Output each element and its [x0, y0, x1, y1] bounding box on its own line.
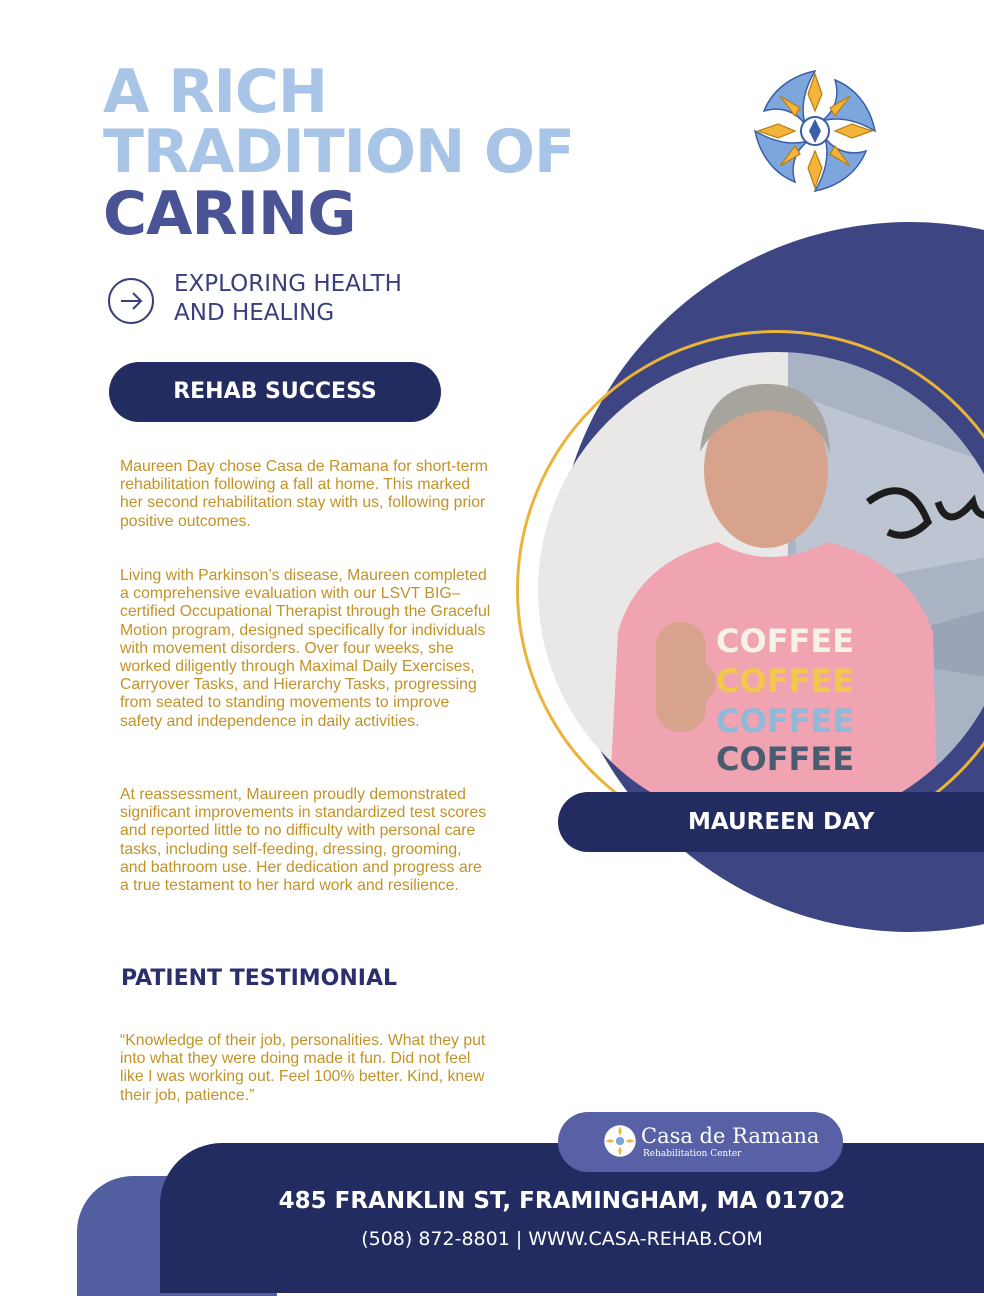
svg-text:COFFEE: COFFEE	[716, 662, 855, 700]
logo-emblem-icon	[603, 1124, 637, 1158]
story-paragraph-2: Living with Parkinson’s disease, Maureen completed a comprehensive evaluation with our LSVT BIG–certified Occupational Therapist through the Graceful Motion program, designed specifically for individuals with movement disorders. Over four weeks, she worked diligently through Maximal Daily Exercises, Carryover Tasks, and Hierarchy Tasks, progressing from seated to standing movements to improve safety and independence in daily activities.	[120, 567, 491, 730]
testimonial-quote: “Knowledge of their job, personalities. What they put into what they were doing made it fun. Did not feel like I was working out. Feel 100% better. Kind, knew their job, patience.”	[120, 1032, 486, 1104]
logo-subtitle: Rehabilitation Center	[643, 1149, 742, 1159]
title-line-3: CARING	[103, 179, 356, 249]
ornament-emblem-icon	[750, 66, 880, 196]
subtitle-line-1: EXPLORING HEALTH	[174, 271, 402, 297]
arrow-circle-icon	[108, 278, 154, 324]
story-paragraph-1: Maureen Day chose Casa de Ramana for short-term rehabilitation following a fall at home. This marked her second rehabilitation stay with us, following prior positive outcomes.	[120, 458, 488, 530]
subtitle-line-2: AND HEALING	[174, 300, 335, 326]
footer-address: 485 FRANKLIN ST, FRAMINGHAM, MA 01702	[278, 1188, 846, 1214]
subtitle	[174, 270, 402, 328]
shirt-text: COFFEE	[716, 740, 855, 778]
testimonial-heading: PATIENT TESTIMONIAL	[121, 966, 398, 991]
story-paragraph-3: At reassessment, Maureen proudly demonstrated significant improvements in standardized test scores and reported little to no difficulty with personal care tasks, including self-feeding, dressing, grooming, and bathroom use. Her dedication and progress are a true testament to her hard work and resilience.	[120, 786, 487, 895]
patient-name-label: MAUREEN DAY	[558, 792, 984, 852]
logo-name: Casa de Ramana	[641, 1124, 820, 1148]
footer-contact[interactable]: (508) 872-8801 | WWW.CASA-REHAB.COM	[361, 1228, 763, 1250]
title-line-1: A RICH	[103, 57, 328, 127]
rehab-success-label: REHAB SUCCESS	[109, 362, 441, 422]
svg-text:COFFEE: COFFEE	[716, 702, 855, 740]
title-line-2: TRADITION OF	[103, 117, 575, 187]
svg-text:COFFEE: COFFEE	[716, 622, 855, 660]
